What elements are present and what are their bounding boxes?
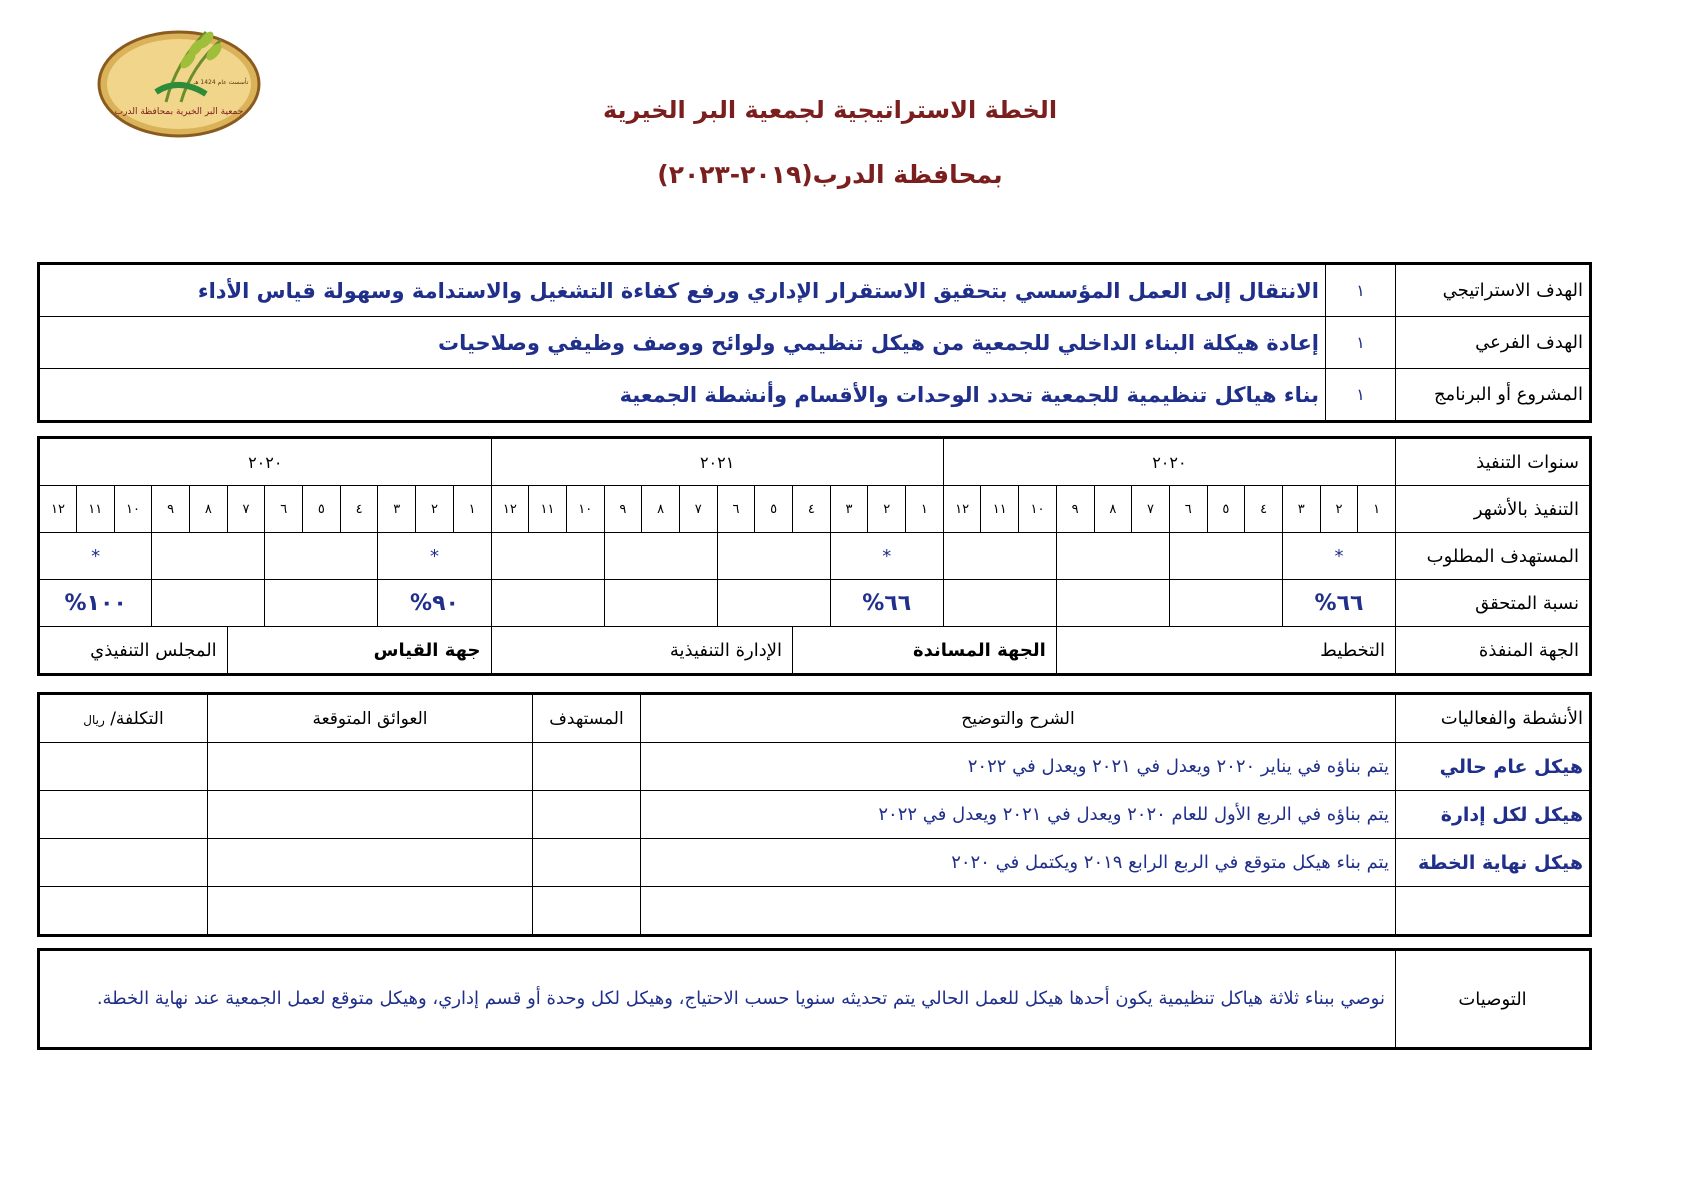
- obstacles-header: العوائق المتوقعة: [208, 694, 533, 743]
- goals-table: [37, 262, 1592, 423]
- achieved-quarter-cell: [152, 580, 265, 627]
- years-label: سنوات التنفيذ: [1396, 438, 1591, 486]
- activity-target: [533, 791, 641, 839]
- activity-desc: يتم بناؤه في يناير ٢٠٢٠ ويعدل في ٢٠٢١ ويعدل في ٢٠٢٢: [641, 743, 1396, 791]
- month-cell: ٧: [679, 486, 717, 533]
- activity-name: [1396, 887, 1591, 936]
- target-quarter-cell: [604, 533, 717, 580]
- target-quarter-cell: [1169, 533, 1282, 580]
- achieved-percentage: ٦٦%: [862, 590, 912, 616]
- activity-row-empty: [39, 887, 1591, 936]
- activity-desc: يتم بناء هيكل متوقع في الربع الرابع ٢٠١٩ ويكتمل في ٢٠٢٠: [641, 839, 1396, 887]
- month-cell: ٤: [1245, 486, 1283, 533]
- month-cell: ١٢: [39, 486, 77, 533]
- target-quarter-cell: [491, 533, 604, 580]
- cost-header: [39, 694, 208, 743]
- project-text: بناء هياكل تنظيمية للجمعية تحدد الوحدات والأقسام وأنشطة الجمعية: [39, 369, 1326, 422]
- year-header: ٢٠٢٠: [39, 438, 492, 486]
- achieved-row: [39, 580, 1591, 627]
- month-cell: ١١: [981, 486, 1019, 533]
- month-cell: ٤: [340, 486, 378, 533]
- achieved-quarter-cell: [491, 580, 604, 627]
- cost-label: التكلفة/: [110, 708, 164, 729]
- month-cell: ١: [1358, 486, 1396, 533]
- strategic-goal-row: [39, 264, 1591, 317]
- activity-obstacles: [208, 839, 533, 887]
- association-logo: [96, 22, 262, 140]
- month-cell: ٣: [830, 486, 868, 533]
- activity-target: [533, 839, 641, 887]
- activity-name: هيكل نهاية الخطة: [1396, 839, 1591, 887]
- activity-desc: [641, 887, 1396, 936]
- month-cell: ٣: [378, 486, 416, 533]
- year-header: ٢٠٢١: [491, 438, 943, 486]
- month-cell: ١: [453, 486, 491, 533]
- achieved-quarter-cell: [1282, 580, 1395, 627]
- months-row: [39, 486, 1591, 533]
- year-header: ٢٠٢٠: [943, 438, 1395, 486]
- activity-name: هيكل لكل إدارة: [1396, 791, 1591, 839]
- achieved-percentage: ١٠٠%: [64, 590, 127, 616]
- schedule-table: [37, 436, 1592, 676]
- achieved-quarter-cell: [830, 580, 943, 627]
- activity-header: الأنشطة والفعاليات: [1396, 694, 1591, 743]
- activity-cost: [39, 743, 208, 791]
- target-quarter-cell: [378, 533, 491, 580]
- activities-table: [37, 692, 1592, 937]
- strategic-goal-label: الهدف الاستراتيجي: [1396, 264, 1591, 317]
- target-quarter-cell: [717, 533, 830, 580]
- activity-cost: [39, 791, 208, 839]
- month-cell: ٨: [642, 486, 680, 533]
- plan-subtitle: بمحافظة الدرب(٢٠١٩-٢٠٢٣): [657, 160, 1003, 189]
- achieved-quarter-cell: [1056, 580, 1169, 627]
- month-cell: ٨: [1094, 486, 1132, 533]
- month-cell: ٣: [1282, 486, 1320, 533]
- activity-cost: [39, 887, 208, 936]
- activity-row: [39, 743, 1591, 791]
- achieved-percentage: ٩٠%: [410, 590, 459, 616]
- month-cell: ٩: [604, 486, 642, 533]
- target-quarter-cell: [943, 533, 1056, 580]
- currency-label: ريال: [83, 712, 105, 727]
- month-cell: ١: [906, 486, 944, 533]
- month-cell: ١٠: [566, 486, 604, 533]
- achieved-quarter-cell: [1169, 580, 1282, 627]
- years-row: [39, 438, 1591, 486]
- target-row: [39, 533, 1591, 580]
- month-cell: ٦: [717, 486, 755, 533]
- achieved-label: نسبة المتحقق: [1396, 580, 1591, 627]
- month-cell: ١٢: [943, 486, 981, 533]
- target-quarter-cell: [1282, 533, 1395, 580]
- months-label: التنفيذ بالأشهر: [1396, 486, 1591, 533]
- month-cell: ٩: [152, 486, 190, 533]
- logo-established: تأسست عام 1424 هـ: [193, 79, 249, 86]
- month-cell: ٢: [416, 486, 454, 533]
- sub-goal-row: [39, 317, 1591, 369]
- strategic-goal-number: ١: [1326, 264, 1396, 317]
- sub-goal-text: إعادة هيكلة البناء الداخلي للجمعية من هيكل تنظيمي ولوائح ووصف وظيفي وصلاحيات: [39, 317, 1326, 369]
- month-cell: ١٢: [491, 486, 529, 533]
- activities-header-row: [39, 694, 1591, 743]
- month-cell: ١٠: [1019, 486, 1057, 533]
- achieved-percentage: ٦٦%: [1314, 590, 1364, 616]
- target-star: *: [882, 545, 892, 567]
- target-quarter-cell: [1056, 533, 1169, 580]
- month-cell: ٢: [868, 486, 906, 533]
- month-cell: ٧: [227, 486, 265, 533]
- sub-goal-number: ١: [1326, 317, 1396, 369]
- activity-row: [39, 791, 1591, 839]
- recommendations-text: نوصي ببناء ثلاثة هياكل تنظيمية يكون أحدها هيكل للعمل الحالي يتم تحديثه سنويا حسب الاحتياج، وهيكل لكل وحدة أو قسم إداري، وهيكل متوقع لعمل الجمعية عند نهاية الخطة.: [39, 950, 1396, 1049]
- month-cell: ٨: [190, 486, 228, 533]
- month-cell: ٥: [1207, 486, 1245, 533]
- sub-goal-label: الهدف الفرعي: [1396, 317, 1591, 369]
- target-star: *: [429, 545, 439, 567]
- activity-obstacles: [208, 887, 533, 936]
- activity-row: [39, 839, 1591, 887]
- month-cell: ٤: [793, 486, 831, 533]
- logo-text: جمعية البر الخيرية بمحافظة الدرب: [114, 107, 244, 117]
- recommendations-table: [37, 948, 1592, 1050]
- project-row: [39, 369, 1591, 422]
- target-star: *: [91, 545, 101, 567]
- target-quarter-cell: [39, 533, 152, 580]
- month-cell: ٢: [1320, 486, 1358, 533]
- plan-title: الخطة الاستراتيجية لجمعية البر الخيرية: [602, 96, 1058, 124]
- month-cell: ١١: [76, 486, 114, 533]
- support-entity-value: الإدارة التنفيذية: [491, 627, 793, 675]
- activity-obstacles: [208, 743, 533, 791]
- target-quarter-cell: [265, 533, 378, 580]
- exec-entity-label: الجهة المنفذة: [1396, 627, 1591, 675]
- month-cell: ١١: [529, 486, 567, 533]
- recommendations-label: التوصيات: [1396, 950, 1591, 1049]
- month-cell: ٦: [265, 486, 303, 533]
- achieved-quarter-cell: [604, 580, 717, 627]
- project-label: المشروع أو البرنامج: [1396, 369, 1591, 422]
- target-quarter-cell: [152, 533, 265, 580]
- achieved-quarter-cell: [378, 580, 491, 627]
- measure-entity-label: جهة القياس: [227, 627, 491, 675]
- target-label: المستهدف المطلوب: [1396, 533, 1591, 580]
- target-quarter-cell: [830, 533, 943, 580]
- activity-obstacles: [208, 791, 533, 839]
- month-cell: ٧: [1132, 486, 1170, 533]
- month-cell: ١٠: [114, 486, 152, 533]
- achieved-quarter-cell: [39, 580, 152, 627]
- support-entity-label: الجهة المساندة: [793, 627, 1057, 675]
- desc-header: الشرح والتوضيح: [641, 694, 1396, 743]
- project-number: ١: [1326, 369, 1396, 422]
- achieved-quarter-cell: [265, 580, 378, 627]
- activity-name: هيكل عام حالي: [1396, 743, 1591, 791]
- target-star: *: [1334, 545, 1344, 567]
- month-cell: ٥: [303, 486, 341, 533]
- month-cell: ٩: [1056, 486, 1094, 533]
- month-cell: ٦: [1169, 486, 1207, 533]
- strategic-goal-text: الانتقال إلى العمل المؤسسي بتحقيق الاستقرار الإداري ورفع كفاءة التشغيل والاستدامة وسهولة قياس الأداء: [39, 264, 1326, 317]
- achieved-quarter-cell: [943, 580, 1056, 627]
- achieved-quarter-cell: [717, 580, 830, 627]
- measure-entity-value: المجلس التنفيذي: [39, 627, 228, 675]
- entities-row: [39, 627, 1591, 675]
- activity-cost: [39, 839, 208, 887]
- activity-target: [533, 887, 641, 936]
- exec-entity-value: التخطيط: [1056, 627, 1395, 675]
- target-header: المستهدف: [533, 694, 641, 743]
- activity-target: [533, 743, 641, 791]
- month-cell: ٥: [755, 486, 793, 533]
- activity-desc: يتم بناؤه في الربع الأول للعام ٢٠٢٠ ويعدل في ٢٠٢١ ويعدل في ٢٠٢٢: [641, 791, 1396, 839]
